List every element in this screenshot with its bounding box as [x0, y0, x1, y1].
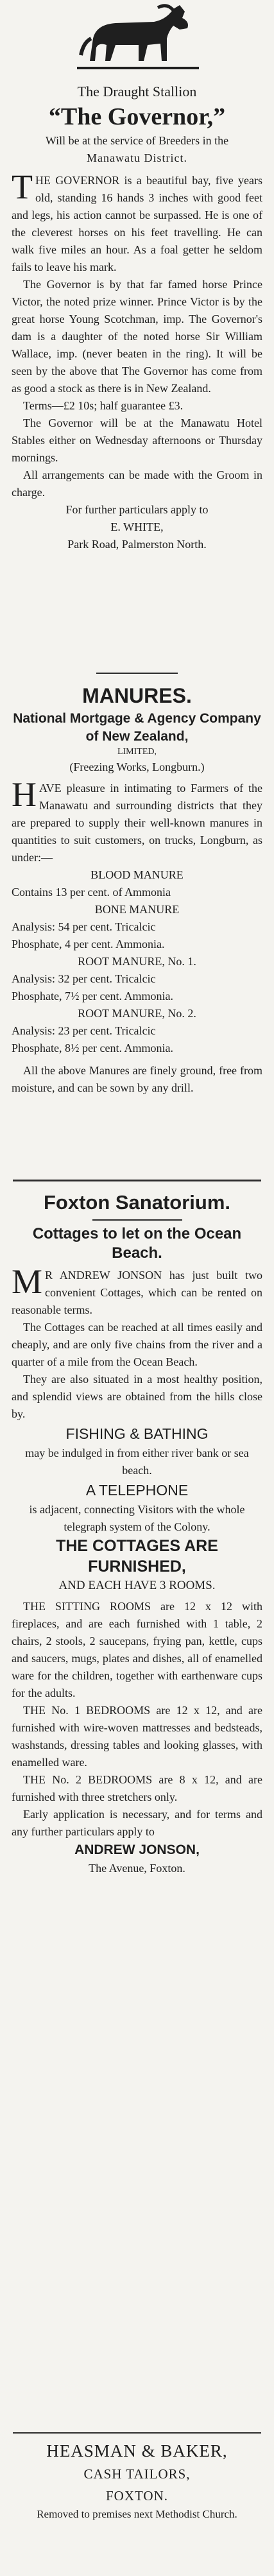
sitting-rooms: THE SITTING ROOMS are 12 x 12 with fireplaces, and are each furnished with 1 table, 2 chairs, 2 stools, 2 saucepans, frying pan, kettle, cups and saucers, mugs, plates and dishes, all of enamelled ware for the children, together with earthenware cups for the adults.	[12, 1600, 262, 1699]
stallion-signoff: E. WHITE,	[110, 520, 164, 533]
sanatorium-apply: Early application is necessary, and for terms and any further particulars apply to	[12, 1808, 262, 1838]
product-name: BLOOD MANURE	[90, 868, 184, 881]
stallion-stables: The Governor will be at the Manawatu Hotel Stables either on Wednesday afternoons or Thursday mornings.	[12, 416, 262, 464]
product-line: Analysis: 32 per cent. Tricalcic	[12, 972, 156, 985]
divider	[92, 1219, 182, 1221]
stallion-arrangements: All arrangements can be made with the Groom in charge.	[12, 468, 262, 499]
sanatorium-ad	[0, 1189, 274, 1877]
tailors-town: FOXTON.	[105, 2488, 169, 2503]
manures-footer: All the above Manures are finely ground, free from moisture, and can be sown by any drill.	[12, 1064, 262, 1094]
product-line: Analysis: 23 per cent. Tricalcic	[12, 1024, 156, 1037]
product-line: Contains 13 per cent. of Ammonia	[12, 886, 171, 898]
furnished-line2: FURNISHED,	[88, 1558, 186, 1576]
bedrooms-no2: THE No. 2 BEDROOMS are 8 x 12, and are furnished with three stretchers only.	[12, 1773, 262, 1803]
furnished-line3: AND EACH HAVE 3 ROOMS.	[58, 1579, 216, 1592]
stallion-particulars: For further particulars apply to	[65, 503, 209, 516]
sanatorium-situated: They are also situated in a most healthy position, and splendid views are obtained from the hills close by.	[12, 1373, 262, 1420]
horse-illustration	[77, 0, 199, 77]
product-line: Phosphate, 4 per cent. Ammonia.	[12, 938, 165, 950]
stallion-body2: The Governor is by that far famed horse Prince Victor, the noted prize winner. Prince Victor is by the great horse Young Scotchman, imp. The Governor's dam is a daughter of the noted horse Sir William Wallace, imp. (never beaten in the ring). It will be seen by the above that The Governor has come from as good a stock as there is in New Zealand.	[12, 278, 262, 395]
product-line: Phosphate, 7½ per cent. Ammonia.	[12, 990, 173, 1002]
stallion-body1: THE GOVERNOR is a beautiful bay, five years old, standing 16 hands 3 inches with good feet and legs, his action cannot be surpassed. He is one of the cleverest horses on his feet travelling. He can walk five miles an hour. As a foal getter he seldom fails to leave his mark.	[12, 167, 262, 273]
product-name: BONE MANURE	[94, 903, 180, 916]
stallion-heading: The Draught Stallion	[77, 83, 197, 99]
product-name: ROOT MANURE, No. 1.	[78, 955, 196, 968]
bedrooms-no1: THE No. 1 BEDROOMS are 12 x 12, and are furnished with wire-woven mattresses and bedsteads, washstands, dressing tables and looking glasses, with enamelled ware.	[12, 1704, 262, 1769]
manures-body: HAVE pleasure in intimating to Farmers of the Manawatu and surrounding districts that they are prepared to supply their well-known manures in quantities to suit customers, on trucks, Longburn, as under:—	[12, 775, 262, 864]
fishing-heading: FISHING & BATHING	[65, 1425, 209, 1442]
sanatorium-heading: Foxton Sanatorium.	[43, 1191, 231, 1214]
stallion-address: Park Road, Palmerston North.	[67, 538, 207, 551]
product-line: Phosphate, 8½ per cent. Ammonia.	[12, 1042, 173, 1054]
sanatorium-reach: The Cottages can be reached at all times easily and cheaply, and are only five chains from the river and a quarter of a mile from the Ocean Beach.	[12, 1321, 262, 1368]
divider	[13, 1180, 261, 1181]
product-line: Analysis: 54 per cent. Tricalcic	[12, 920, 156, 933]
sanatorium-subheading: Cottages to let on the Ocean Beach.	[32, 1225, 242, 1262]
telephone-heading: A TELEPHONE	[85, 1482, 189, 1498]
furnished-line1: THE COTTAGES ARE	[56, 1537, 218, 1555]
tailors-heading: HEASMAN & BAKER,	[46, 2441, 228, 2460]
tailors-trade: CASH TAILORS,	[83, 2466, 191, 2482]
manures-ad	[0, 682, 274, 1097]
sanatorium-intro: MR ANDREW JONSON has just built two convenient Cottages, which can be rented on reasonable terms.	[12, 1262, 262, 1316]
stallion-service: Will be at the service of Breeders in the	[45, 134, 229, 147]
sanatorium-signoff: ANDREW JONSON,	[74, 1842, 200, 1857]
divider	[96, 673, 178, 674]
manures-heading: MANURES.	[82, 684, 192, 707]
sanatorium-address: The Avenue, Foxton.	[89, 1862, 185, 1875]
manures-works: (Freezing Works, Longburn.)	[69, 760, 205, 773]
tailors-ad	[0, 2439, 274, 2522]
stallion-ad	[0, 82, 274, 553]
tailors-removed: Removed to premises next Methodist Church.	[37, 2508, 237, 2520]
stallion-terms: Terms—£2 10s; half guarantee £3.	[23, 399, 184, 412]
manures-limited: LIMITED,	[117, 747, 157, 757]
product-name: ROOT MANURE, No. 2.	[78, 1007, 196, 1020]
stallion-name: “The Governor,”	[48, 103, 226, 130]
fishing-text: may be indulged in from either river bank or sea beach.	[25, 1447, 249, 1477]
manures-company: National Mortgage & Agency Company of New Zealand,	[13, 711, 261, 744]
stallion-district: Manawatu District.	[87, 151, 187, 164]
telephone-text: is adjacent, connecting Visitors with the whole telegraph system of the Colony.	[29, 1503, 245, 1533]
divider	[13, 2432, 261, 2434]
